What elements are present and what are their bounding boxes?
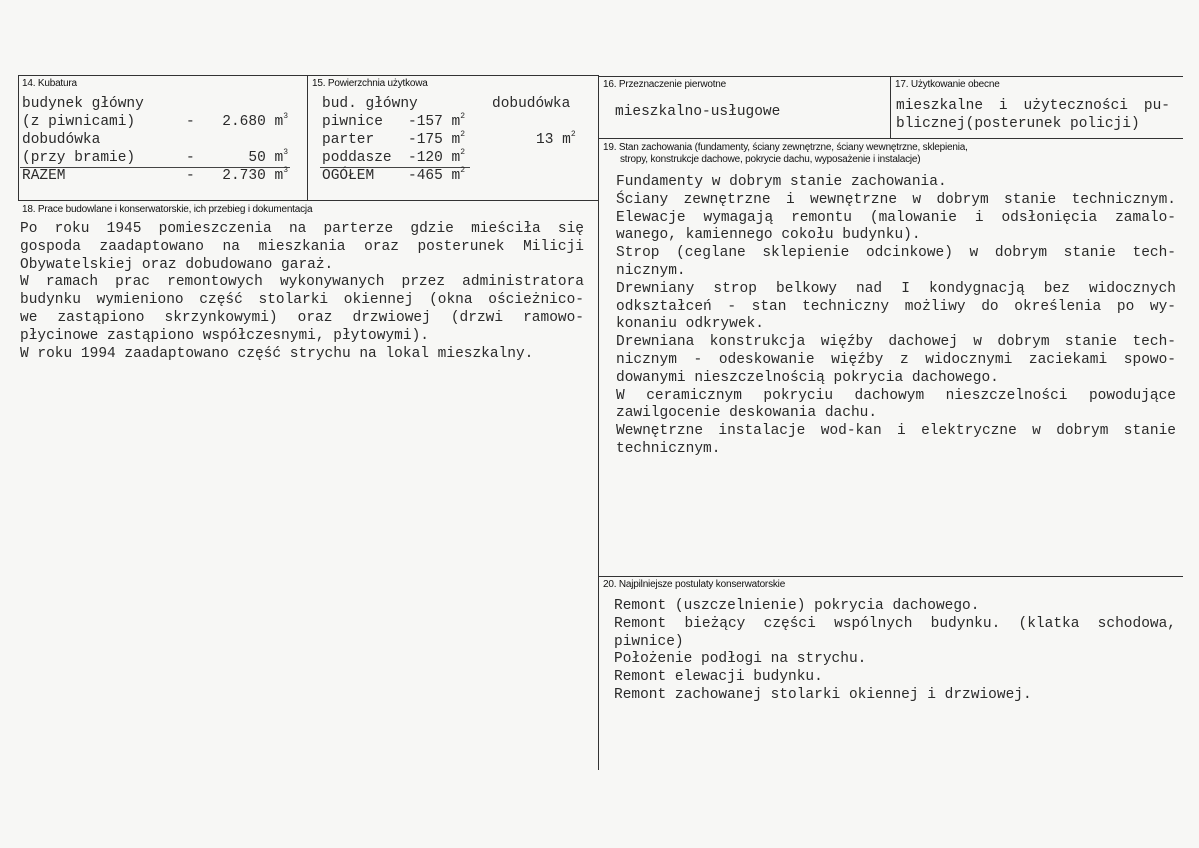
uzytkowanie-header: 17. Użytkowanie obecne <box>895 79 1000 90</box>
powierzchnia-row-value: -120 $m^2$ <box>408 148 466 166</box>
kubatura-row-dash: - <box>186 114 195 130</box>
text-line: zawilgocenie deskowania dachu. <box>616 405 878 422</box>
top-border-left <box>18 75 598 76</box>
text-line: Remont zachowanej stolarki okiennej i drzwiowej. <box>614 686 1032 703</box>
text-line: Remont (uszczelnienie) pokrycia dachowego. <box>614 598 980 614</box>
powierzchnia-col-main: bud. główny <box>322 96 418 112</box>
powierzchnia-total-label: OGÓŁEM <box>322 168 375 184</box>
text-line: Wewnętrzne instalacje wod-kan i elektryczne w dobrym stanie <box>616 423 1176 440</box>
text-line: Elewacje wymagają remontu (malowanie i odsłonięcia zamalo- <box>616 209 1176 226</box>
text-line: Strop (ceglane sklepienie odcinkowe) w dobrym stanie tech- <box>616 245 1176 262</box>
przeznaczenie-value: mieszkalno-usługowe <box>615 104 781 120</box>
text-line: piwnice) <box>614 633 684 650</box>
kubatura-total-row <box>22 168 292 186</box>
powierzchnia-row-value: -175 $m^2$ <box>408 130 466 148</box>
kubatura-row-label: (przy bramie) <box>22 150 136 166</box>
text-line: W ceramicznym pokryciu dachowym nieszczelności powodujące <box>616 387 1176 404</box>
divider-16-19 <box>598 138 1183 139</box>
prace-header: 18. Prace budowlane i konserwatorskie, ich przebieg i dokumentacja <box>22 204 313 215</box>
przeznaczenie-header: 16. Przeznaczenie pierwotne <box>603 79 727 90</box>
kubatura-total-label: RAZEM <box>22 168 66 184</box>
kubatura-row-value: 2.680 $m^3$ <box>222 112 288 130</box>
vline-center <box>598 75 599 770</box>
text-line: Remont bieżący części wspólnych budynku. (klatka schodowa, <box>614 615 1176 632</box>
kubatura-row-dash: - <box>186 150 195 166</box>
stan-header-line1: 19. Stan zachowania (fundamenty, ściany zewnętrzne, ściany wewnętrzne, sklepienia, <box>603 142 968 153</box>
uzytkowanie-text <box>896 98 1170 134</box>
kubatura-row-label: budynek główny <box>22 96 144 112</box>
postulaty-header: 20. Najpilniejsze postulaty konserwatorskie <box>603 579 786 590</box>
text-line: gospoda zaadaptowano na mieszkania oraz posterunek Milicji <box>20 238 584 255</box>
powierzchnia-extra-value: 13 $m^2$ <box>536 130 576 148</box>
text-line: Drewniany strop belkowy nad I kondygnacją bez widocznych <box>616 280 1176 297</box>
powierzchnia-row-label: parter <box>322 132 375 148</box>
kubatura-row-label: (z piwnicami) <box>22 114 136 130</box>
text-line: nicznym. <box>616 262 686 279</box>
divider-19-20 <box>598 576 1183 577</box>
kubatura-row <box>22 132 100 150</box>
text-line: Drewniana konstrukcja więźby dachowej w dobrym stanie tech- <box>616 334 1176 351</box>
text-line: płycinowe zastąpiono współczesnymi, płytowymi). <box>20 327 429 344</box>
powierzchnia-row-label: poddasze <box>322 150 392 166</box>
stan-header-line2: stropy, konstrukcje dachowe, pokrycie dachu, wyposażenie i instalacje) <box>620 154 921 165</box>
text-line: budynku wymieniono część stolarki okiennej (okna ościeżnico- <box>20 292 584 309</box>
text-line: mieszkalne i użyteczności pu- <box>896 98 1170 114</box>
text-line: Położenie podłogi na strychu. <box>614 651 867 668</box>
left-border <box>18 75 19 200</box>
powierzchnia-row-value: -157 $m^2$ <box>408 112 466 130</box>
stan-text <box>616 174 1176 459</box>
text-line: technicznym. <box>616 440 721 457</box>
divider-14-18 <box>18 200 598 201</box>
postulaty-text <box>614 598 1176 705</box>
kubatura-row-label: dobudówka <box>22 132 101 148</box>
text-line: Ściany zewnętrzne i wewnętrzne w dobrym stanie technicznym. <box>616 191 1176 208</box>
text-line: wanego, kamiennego cokołu budynku). <box>616 227 921 244</box>
powierzchnia-total-value: -465 $m^2$ <box>408 166 466 184</box>
prace-text <box>20 221 584 363</box>
text-line: Po roku 1945 pomieszczenia na parterze gdzie mieściła się <box>20 221 584 237</box>
kubatura-row <box>22 96 144 114</box>
text-line: konaniu odkrywek. <box>616 316 764 333</box>
text-line: Remont elewacji budynku. <box>614 669 823 686</box>
powierzchnia-header: 15. Powierzchnia użytkowa <box>312 78 428 89</box>
text-line: blicznej(posterunek policji) <box>896 115 1140 132</box>
kubatura-row <box>22 114 292 132</box>
kubatura-header: 14. Kubatura <box>22 78 77 89</box>
text-line: W ramach prac remontowych wykonywanych przez administratora <box>20 274 584 291</box>
text-line: we zastąpiono skrzynkowymi) oraz drzwiowej (drzwi ramowo- <box>20 309 584 326</box>
text-line: Fundamenty w dobrym stanie zachowania. <box>616 174 947 190</box>
powierzchnia-row-label: piwnice <box>322 114 383 130</box>
kubatura-total-value: 2.730 $m^3$ <box>222 166 288 184</box>
kubatura-row <box>22 150 292 168</box>
vline-16-17 <box>890 76 891 138</box>
text-line: dowanymi nieszczelnością pokrycia dachowego. <box>616 369 999 386</box>
kubatura-total-dash: - <box>186 168 195 184</box>
text-line: W roku 1994 zaadaptowano część strychu na lokal mieszkalny. <box>20 345 534 362</box>
kubatura-row-value: 50 $m^3$ <box>248 148 288 166</box>
powierzchnia-col-extra: dobudówka <box>492 96 571 112</box>
text-line: Obywatelskiej oraz dobudowano garaż. <box>20 256 334 273</box>
text-line: nicznym - odeskowanie więźby z widocznymi zaciekami spowo- <box>616 351 1176 368</box>
text-line: odkształceń - stan techniczny możliwy do określenia po wy- <box>616 298 1176 315</box>
vline-14-15 <box>307 75 308 200</box>
